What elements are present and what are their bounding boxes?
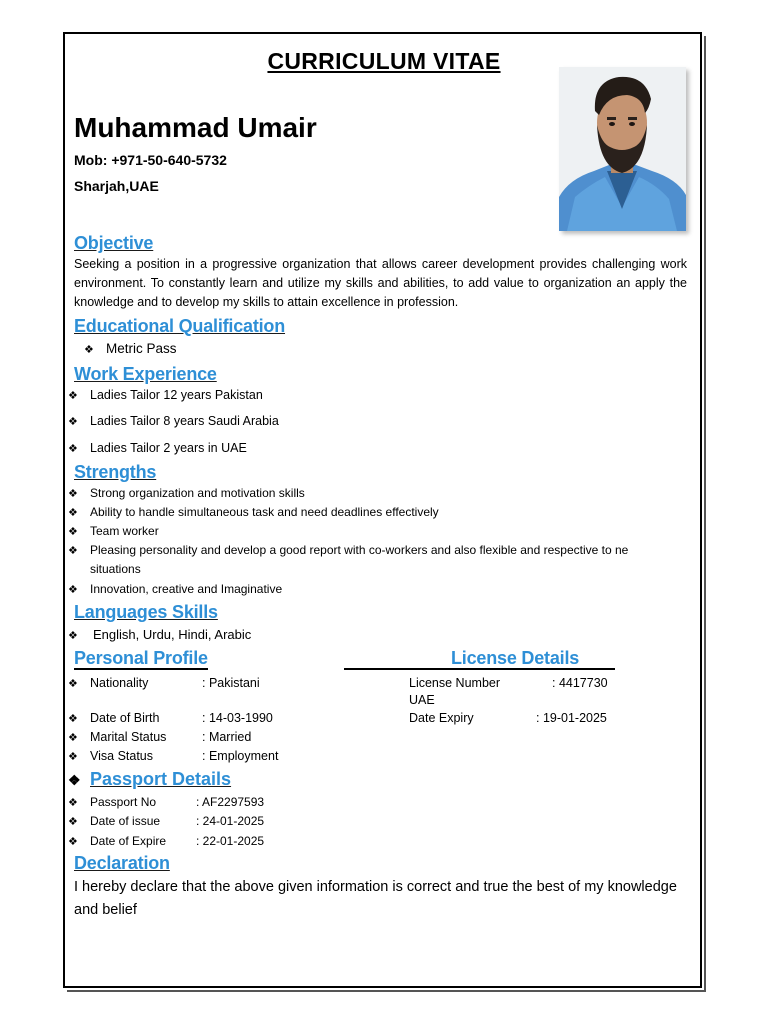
passport-row: ❖ Date of issue : 24-01-2025 xyxy=(68,814,265,828)
work-item: ❖ Ladies Tailor 12 years Pakistan xyxy=(68,388,263,402)
bullet-icon: ❖ xyxy=(68,630,78,642)
portrait-image xyxy=(559,67,686,231)
bullet-icon: ❖ xyxy=(68,390,78,402)
objective-text: Seeking a position in a progressive organization that allows career development provides challenging work environment. To constantly learn and utilize my skills and abilities, to add value to organization an apply the knowledge and to develop my skills to attain excellence in profession. xyxy=(74,257,687,309)
bullet-icon: ❖ xyxy=(68,836,78,848)
work-item: ❖ Ladies Tailor 2 years in UAE xyxy=(68,441,247,455)
license-row: UAE xyxy=(409,693,435,707)
document-title: CURRICULUM VITAE xyxy=(267,48,501,74)
bullet-icon: ❖ xyxy=(68,526,78,538)
strength-item: ❖ Ability to handle simultaneous task and need deadlines effectively xyxy=(68,505,439,519)
personal-row: ❖ Date of Birth : 14-03-1990 xyxy=(68,711,273,725)
work-item: ❖ Ladies Tailor 8 years Saudi Arabia xyxy=(68,414,279,428)
objective-heading: Objective xyxy=(74,233,154,253)
bullet-icon: ❖ xyxy=(68,488,78,500)
personal-row: ❖ Marital Status : Married xyxy=(68,730,252,744)
license-row: License Number : 4417730 xyxy=(409,676,608,690)
strength-item: ❖ Strong organization and motivation skills xyxy=(68,486,305,500)
profile-photo xyxy=(559,67,686,231)
strength-item: ❖ Pleasing personality and develop a good report with co-workers and also flexible and respective to ne xyxy=(68,543,629,557)
passport-row: ❖ Date of Expire : 22-01-2025 xyxy=(68,834,265,848)
license-row: Date Expiry : 19-01-2025 xyxy=(409,711,607,725)
strengths-heading: Strengths xyxy=(74,462,157,482)
strength-item: ❖ Innovation, creative and Imaginative xyxy=(68,582,283,596)
bullet-icon: ❖ xyxy=(68,678,78,690)
mobile-number: Mob: +971-50-640-5732 xyxy=(74,152,227,168)
bullet-icon: ❖ xyxy=(68,713,78,725)
bullet-icon: ❖ xyxy=(84,344,94,356)
bullet-icon: ❖ xyxy=(68,732,78,744)
passport-row: ❖ Passport No : AF2297593 xyxy=(68,795,265,809)
strength-item: ❖ Team worker xyxy=(68,524,159,538)
work-heading: Work Experience xyxy=(74,364,217,384)
candidate-name: Muhammad Umair xyxy=(74,112,317,143)
declaration-text: I hereby declare that the above given information is correct and true the best of my knowledge and belief xyxy=(74,879,677,918)
personal-row: ❖ Nationality : Pakistani xyxy=(68,676,260,690)
personal-heading-underline xyxy=(74,668,208,670)
strength-item-continued: situations xyxy=(90,562,141,576)
location: Sharjah,UAE xyxy=(74,178,159,194)
languages-heading: Languages Skills xyxy=(74,602,218,622)
declaration-heading: Declaration xyxy=(74,853,170,873)
bullet-icon: ❖ xyxy=(68,797,78,809)
bullet-icon: ❖ xyxy=(68,751,78,763)
bullet-icon: ❖ xyxy=(68,584,78,596)
personal-row: ❖ Visa Status : Employment xyxy=(68,749,279,763)
license-heading-underline xyxy=(344,668,615,670)
bullet-icon: ❖ xyxy=(68,507,78,519)
education-item: ❖ Metric Pass xyxy=(84,341,177,356)
passport-heading: Passport Details xyxy=(90,769,232,789)
personal-heading: Personal Profile xyxy=(74,648,208,668)
language-item: ❖ English, Urdu, Hindi, Arabic xyxy=(68,627,252,642)
bullet-icon: ❖ xyxy=(68,416,78,428)
license-heading: License Details xyxy=(451,648,580,668)
bullet-icon: ❖ xyxy=(68,443,78,455)
education-heading: Educational Qualification xyxy=(74,316,286,336)
bullet-icon: ❖ xyxy=(68,545,78,557)
bullet-icon: ❖ xyxy=(68,772,81,788)
bullet-icon: ❖ xyxy=(68,816,78,828)
passport-heading-row xyxy=(68,769,231,790)
